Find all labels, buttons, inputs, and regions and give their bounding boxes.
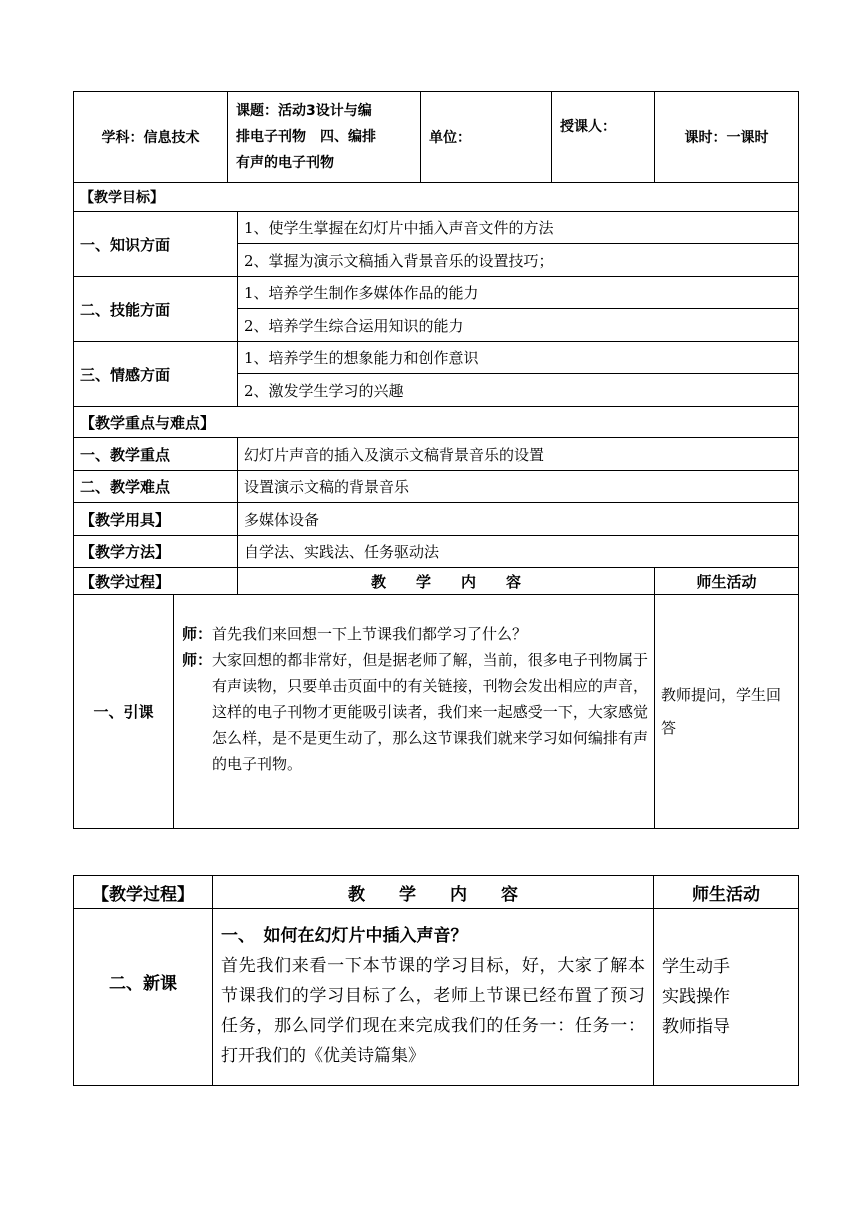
goal-item: 1、使学生掌握在幻灯片中插入声音文件的方法 bbox=[238, 212, 799, 244]
new-lesson-content bbox=[213, 909, 654, 1086]
process-label: 【教学过程】 bbox=[74, 568, 238, 595]
period-cell: 课时：一课时 bbox=[655, 92, 799, 183]
process-label: 【教学过程】 bbox=[74, 876, 213, 909]
speaker: 师： bbox=[182, 625, 213, 643]
new-lesson-label: 二、新课 bbox=[74, 909, 213, 1086]
difficulty-value: 设置演示文稿的背景音乐 bbox=[238, 471, 799, 503]
goal-label-emotion: 三、情感方面 bbox=[74, 342, 238, 407]
goal-item: 2、激发学生学习的兴趣 bbox=[238, 374, 799, 407]
unit-cell: 单位： bbox=[421, 92, 552, 183]
teacher-cell: 授课人： bbox=[552, 92, 655, 183]
content-header: 教 学 内 容 bbox=[238, 568, 655, 595]
goal-item: 1、培养学生制作多媒体作品的能力 bbox=[238, 277, 799, 309]
goal-item: 2、培养学生综合运用知识的能力 bbox=[238, 309, 799, 342]
focus-value: 幻灯片声音的插入及演示文稿背景音乐的设置 bbox=[238, 438, 799, 471]
activity-line: 学生动手 bbox=[662, 957, 730, 977]
topic-line: 课题：活动3设计与编 bbox=[236, 103, 372, 119]
intro-content bbox=[174, 595, 655, 829]
topic-line: 有声的电子刊物 bbox=[236, 155, 334, 171]
lesson-plan-table-1 bbox=[73, 91, 799, 829]
intro-line bbox=[182, 621, 648, 647]
topic-line: 排电子刊物 四、编排 bbox=[236, 129, 376, 145]
difficulty-label: 二、教学难点 bbox=[74, 471, 238, 503]
activity-header: 师生活动 bbox=[655, 568, 799, 595]
intro-label: 一、引课 bbox=[74, 595, 174, 829]
tools-value: 多媒体设备 bbox=[238, 503, 799, 536]
goal-label-knowledge: 一、知识方面 bbox=[74, 212, 238, 277]
methods-label: 【教学方法】 bbox=[74, 536, 238, 568]
activity-header: 师生活动 bbox=[654, 876, 799, 909]
intro-activity: 教师提问，学生回答 bbox=[655, 595, 799, 829]
intro-line bbox=[182, 647, 648, 777]
new-lesson-activity bbox=[654, 909, 799, 1086]
goal-item: 2、掌握为演示文稿插入背景音乐的设置技巧； bbox=[238, 244, 799, 277]
intro-text: 大家回想的都非常好，但是据老师了解，当前，很多电子刊物属于有声读物，只要单击页面中的有关链接，刊物会发出相应的声音，这样的电子刊物才更能吸引读者，我们来一起感受一下，大家感觉怎么样，是不是更生动了，那么这节课我们就来学习如何编排有声的电子刊物。 bbox=[212, 651, 648, 773]
new-lesson-heading: 一、 如何在幻灯片中插入声音？ bbox=[221, 926, 468, 946]
new-lesson-text: 首先我们来看一下本节课的学习目标，好，大家了解本节课我们的学习目标了么，老师上节课已经布置了预习任务，那么同学们现在来完成我们的任务一：任务一：打开我们的《优美诗篇集》 bbox=[221, 956, 645, 1066]
topic-cell bbox=[228, 92, 421, 183]
key-points-heading: 【教学重点与难点】 bbox=[74, 407, 799, 438]
goal-label-skill: 二、技能方面 bbox=[74, 277, 238, 342]
focus-label: 一、教学重点 bbox=[74, 438, 238, 471]
goals-heading: 【教学目标】 bbox=[74, 183, 799, 212]
activity-line: 实践操作 bbox=[662, 987, 730, 1007]
subject-cell: 学科：信息技术 bbox=[74, 92, 228, 183]
lesson-plan-table-2 bbox=[73, 875, 799, 1086]
speaker: 师： bbox=[182, 651, 213, 669]
goal-item: 1、培养学生的想象能力和创作意识 bbox=[238, 342, 799, 374]
methods-value: 自学法、实践法、任务驱动法 bbox=[238, 536, 799, 568]
tools-label: 【教学用具】 bbox=[74, 503, 238, 536]
content-header: 教 学 内 容 bbox=[213, 876, 654, 909]
intro-text: 首先我们来回想一下上节课我们都学习了什么？ bbox=[212, 625, 528, 643]
activity-line: 教师指导 bbox=[662, 1017, 730, 1037]
